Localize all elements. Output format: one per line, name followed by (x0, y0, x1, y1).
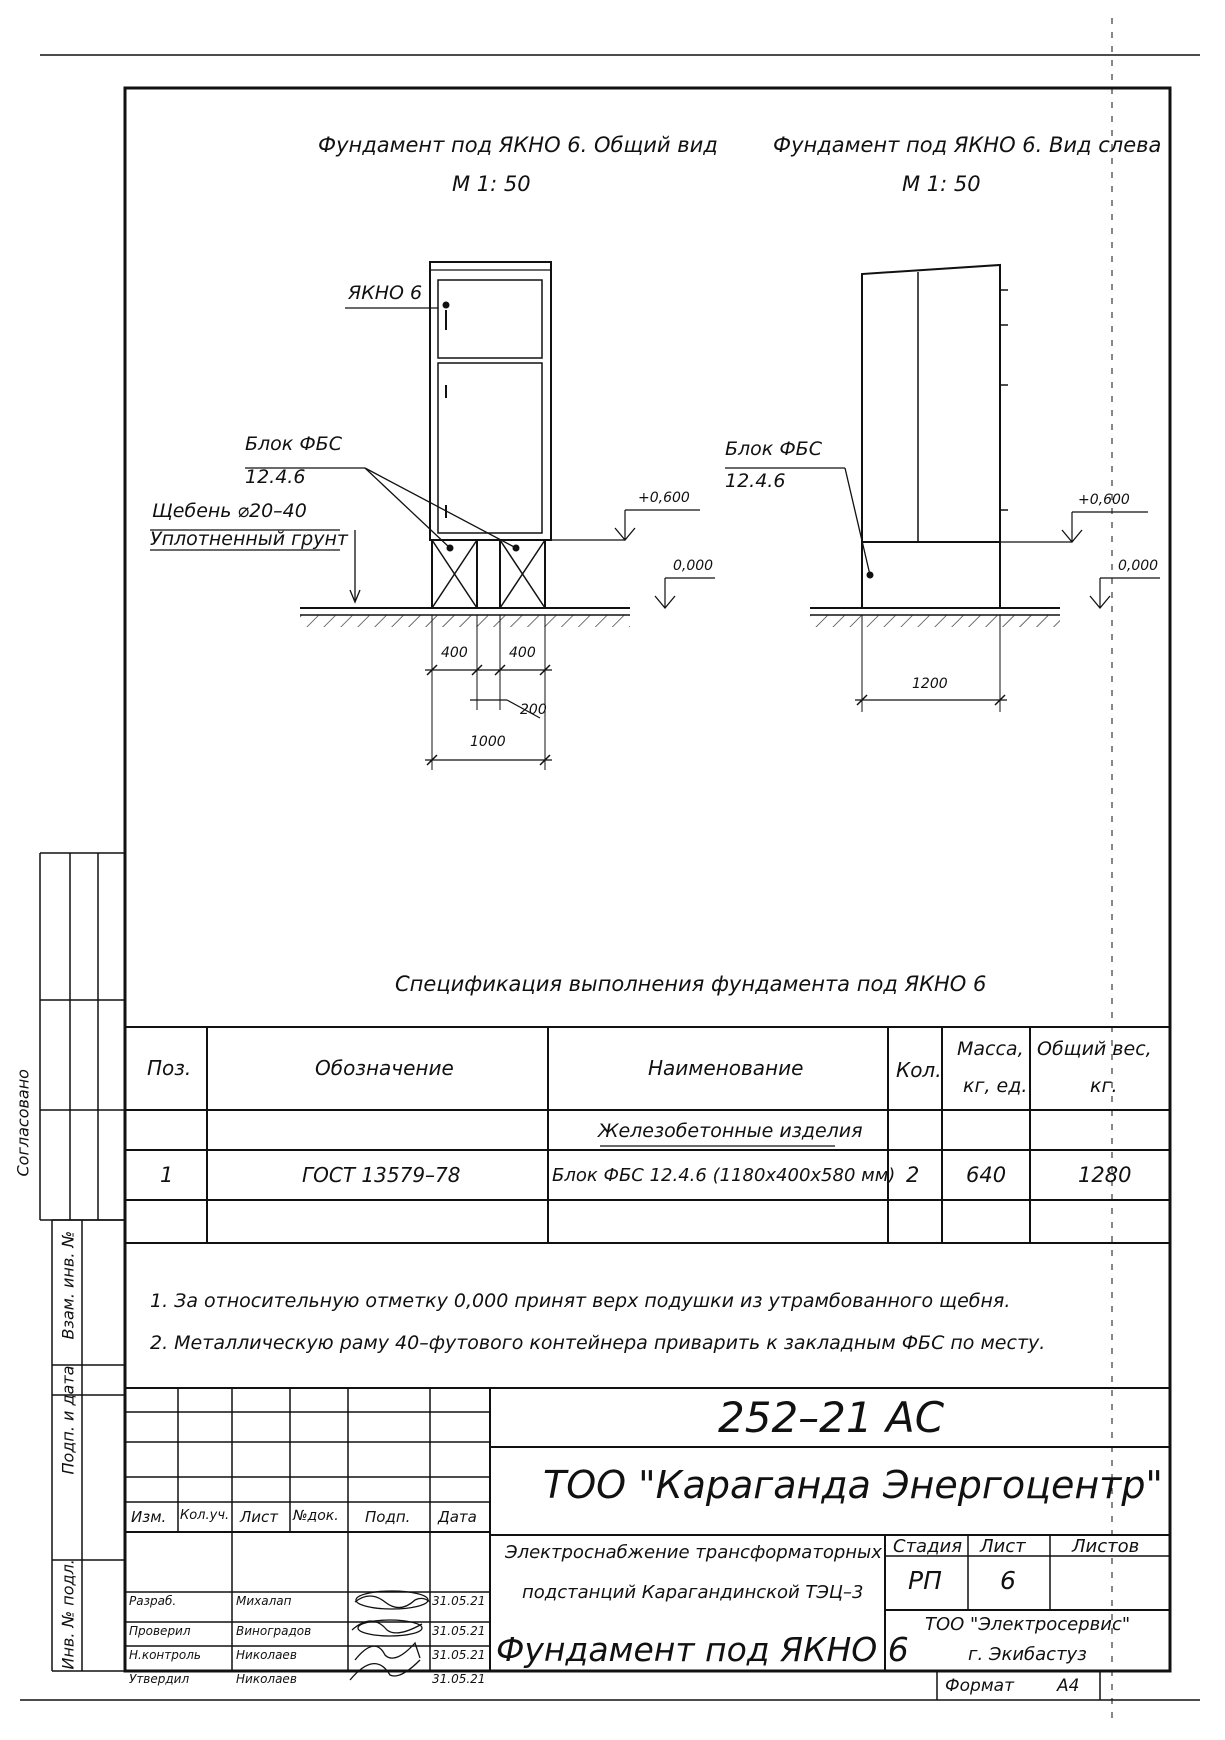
spec-header-mass-2: кг, ед. (963, 1075, 1028, 1097)
front-view-scale: М 1: 50 (452, 172, 531, 196)
role-3-date: 31.05.21 (432, 1672, 486, 1686)
block-left-code: 12.4.6 (725, 470, 786, 492)
stage-value: РП (908, 1566, 942, 1595)
spec-header-name: Наименование (648, 1056, 804, 1080)
front-elev-top: +0,600 (638, 490, 690, 506)
spec-row-qty: 2 (906, 1163, 920, 1187)
role-0: Разраб. (129, 1594, 177, 1608)
dim-200: 200 (520, 702, 547, 718)
spec-header-total-2: кг. (1090, 1075, 1118, 1097)
spec-title: Спецификация выполнения фундамента под ЯКНО 6 (395, 972, 987, 996)
doc-code: 252–21 АС (718, 1393, 945, 1442)
role-2-name: Николаев (236, 1648, 297, 1662)
front-elev-zero: 0,000 (673, 558, 714, 574)
spec-row-pos: 1 (160, 1163, 174, 1187)
spec-header-mass-1: Масса, (957, 1038, 1024, 1060)
role-1-date: 31.05.21 (432, 1624, 486, 1638)
role-1-name: Виноградов (236, 1624, 312, 1638)
spec-group-label: Железобетонные изделия (598, 1120, 863, 1142)
dim-400-a: 400 (441, 645, 468, 661)
col-kol: Кол.уч. (180, 1508, 230, 1523)
col-izm: Изм. (131, 1508, 167, 1526)
block-left-label: Блок ФБС (725, 438, 822, 460)
project-line-2: подстанций Карагандинской ТЭЦ–3 (522, 1582, 864, 1603)
left-elev-zero: 0,000 (1118, 558, 1159, 574)
spec-row-designation: ГОСТ 13579–78 (302, 1163, 461, 1187)
spec-header-pos: Поз. (147, 1056, 192, 1080)
project-line-1: Электроснабжение трансформаторных (505, 1542, 882, 1563)
dim-1000: 1000 (470, 734, 506, 750)
spec-header-designation: Обозначение (315, 1056, 454, 1080)
soil-label: Уплотненный грунт (150, 528, 348, 550)
org-line-1: ТОО "Электросервис" (925, 1614, 1131, 1635)
role-0-date: 31.05.21 (432, 1594, 486, 1608)
stage-label: Стадия (893, 1536, 963, 1557)
block-front-code: 12.4.6 (245, 466, 306, 488)
format-value: А4 (1057, 1676, 1080, 1696)
sheets-label: Листов (1072, 1536, 1140, 1557)
spec-row-name: Блок ФБС 12.4.6 (1180х400х580 мм) (552, 1165, 896, 1186)
org-line-2: г. Экибастуз (968, 1644, 1087, 1665)
sheet-label: Лист (980, 1536, 1026, 1557)
side-label-sign-date: Подп. и дата (58, 1365, 78, 1475)
role-2-date: 31.05.21 (432, 1648, 486, 1662)
left-margin-grid (40, 853, 125, 1671)
role-3-name: Николаев (236, 1672, 297, 1686)
role-2: Н.контроль (129, 1648, 201, 1662)
note-2: 2. Металлическую раму 40–футового контейнера приварить к закладным ФБС по месту. (150, 1332, 1046, 1354)
col-ndok: №док. (293, 1508, 339, 1524)
role-1: Проверил (129, 1624, 191, 1638)
sheet-title: Фундамент под ЯКНО 6 (496, 1630, 909, 1669)
side-label-agreed: Согласовано (13, 1069, 33, 1177)
left-view-scale: М 1: 50 (902, 172, 981, 196)
front-view-title: Фундамент под ЯКНО 6. Общий вид (318, 133, 718, 157)
role-0-name: Михалап (236, 1594, 292, 1608)
side-label-inv-exchange: Взам. инв. № (58, 1230, 78, 1340)
col-podp: Подп. (365, 1508, 411, 1526)
role-3: Утвердил (129, 1672, 190, 1686)
dim-400-b: 400 (509, 645, 536, 661)
col-list: Лист (240, 1508, 279, 1526)
note-1: 1. За относительную отметку 0,000 принят верх подушки из утрамбованного щебня. (150, 1290, 1011, 1312)
company-name: ТОО "Караганда Энергоцентр" (543, 1463, 1163, 1507)
spec-header-total-1: Общий вес, (1037, 1038, 1152, 1060)
spec-row-mass: 640 (966, 1163, 1007, 1187)
sheet-value: 6 (1000, 1566, 1016, 1595)
dim-1200: 1200 (912, 676, 948, 692)
left-elev-top: +0,600 (1078, 492, 1130, 508)
block-front-label: Блок ФБС (245, 433, 342, 455)
side-label-inv-orig: Инв. № подл. (58, 1559, 78, 1670)
format-label: Формат (945, 1676, 1014, 1696)
spec-header-qty: Кол. (896, 1058, 942, 1082)
yakno-label: ЯКНО 6 (348, 282, 423, 304)
spec-row-total: 1280 (1078, 1163, 1132, 1187)
gravel-label: Щебень ⌀20–40 (152, 500, 307, 522)
left-view-title: Фундамент под ЯКНО 6. Вид слева (773, 133, 1162, 157)
left-view (725, 265, 1160, 712)
col-data: Дата (438, 1508, 477, 1526)
